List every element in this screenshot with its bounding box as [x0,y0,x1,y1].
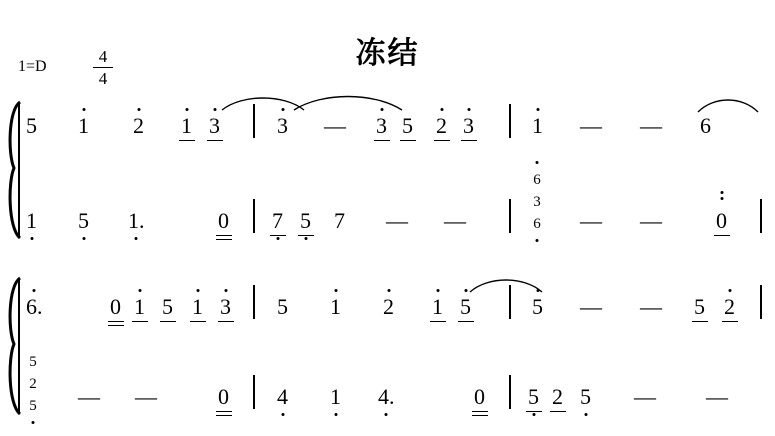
duration-underline [461,140,477,141]
note-value: 1 [330,294,341,319]
rest [218,210,229,232]
note-value: 5 [29,354,37,370]
note-value: 2 [133,113,144,138]
note-value: 5 [528,384,539,409]
note [528,386,539,408]
prolong-dash: — [324,113,346,138]
octave-up-dot [224,289,227,292]
note [463,115,474,137]
duration-underline [458,321,474,322]
time-signature-divider [93,67,113,68]
duration-underline [526,411,542,412]
note [133,115,144,137]
note [272,210,283,232]
note [532,296,543,318]
note-value: 2 [29,376,37,392]
octave-up-dot [536,161,539,164]
duration-underline [692,321,708,322]
note [192,296,203,318]
note-value: 5 [402,113,413,138]
note-value: 5 [532,294,543,319]
note-value: 1 [181,113,192,138]
prolong-dash: — [444,208,466,233]
note [330,296,341,318]
note [209,115,220,137]
octave-up-dot [720,197,723,200]
octave-up-dot [213,108,216,111]
time-signature-denominator: 4 [98,69,108,88]
slur [468,276,544,294]
note-value: 3 [463,113,474,138]
note [78,115,89,137]
note-value: 0 [474,384,485,409]
chord-stack [24,350,42,416]
note [26,296,43,318]
prolong-dash: — [640,208,662,233]
note-value: 2 [552,384,563,409]
octave-up-dot [536,108,539,111]
rest [110,296,121,318]
rest [716,210,727,232]
note [694,296,705,318]
barline [760,199,762,233]
note-value: 6. [26,294,43,319]
barline [253,375,255,409]
duration-underline [270,235,286,236]
note [580,386,591,408]
note [532,115,543,137]
time-signature [90,48,116,87]
duration-underline [472,411,488,412]
note-value: 1 [532,113,543,138]
note-value: 5 [300,208,311,233]
octave-up-dot [185,108,188,111]
duration-underline [216,415,232,416]
note-value: 5 [78,208,89,233]
note-value: 2 [436,113,447,138]
octave-up-dot [82,108,85,111]
note-value: 6 [533,216,541,232]
octave-up-dot [728,289,731,292]
note-value: 1 [330,384,341,409]
note [128,210,145,232]
duration-underline [207,140,223,141]
prolong-dash: — [135,384,157,409]
note-value: 7 [334,208,345,233]
duration-underline [714,235,730,236]
duration-underline [298,235,314,236]
note-value: 7 [272,208,283,233]
note-value: 2 [724,294,735,319]
octave-down-dot [536,239,539,242]
note [26,115,37,137]
barline [509,199,511,233]
octave-up-dot [436,289,439,292]
octave-up-dot [720,191,723,194]
note [378,386,395,408]
prolong-dash: — [640,294,662,319]
note [334,210,345,232]
note-value: 4 [277,384,288,409]
barline [253,285,255,319]
octave-up-dot [334,289,337,292]
duration-underline [218,321,234,322]
octave-down-dot [30,237,33,240]
octave-down-dot [532,413,535,416]
barline [509,285,511,319]
octave-up-dot [464,289,467,292]
duration-underline [400,140,416,141]
note-value: 5 [694,294,705,319]
duration-underline [216,411,232,412]
octave-up-dot [33,289,36,292]
barline [509,375,511,409]
note-value: 3 [209,113,220,138]
note-value: 1 [134,294,145,319]
note-value: 6 [533,172,541,188]
octave-up-dot [281,108,284,111]
octave-down-dot [385,413,388,416]
note-value: 1 [78,113,89,138]
note-value: 1. [128,208,145,233]
rest [474,386,485,408]
note-value: 3 [533,194,541,210]
duration-underline [434,140,450,141]
note-value: 5 [29,398,37,414]
slur [292,92,404,112]
octave-up-dot [467,108,470,111]
note-value: 1 [432,294,443,319]
note [436,115,447,137]
note-value: 5 [460,294,471,319]
note [330,386,341,408]
duration-underline [108,325,124,326]
note-value: 0 [218,384,229,409]
note [552,386,563,408]
note-value: 4. [378,384,395,409]
duration-underline [132,321,148,322]
note-value: 1 [26,208,37,233]
duration-underline [374,140,390,141]
prolong-dash: — [580,208,602,233]
prolong-dash: — [580,113,602,138]
note [26,210,37,232]
note [162,296,173,318]
prolong-dash: — [706,384,728,409]
note-value: 0 [716,208,727,233]
note [376,115,387,137]
note [383,296,394,318]
duration-underline [216,235,232,236]
note-value: 5 [162,294,173,319]
note [402,115,413,137]
note-value: 5 [26,113,37,138]
octave-up-dot [536,289,539,292]
duration-underline [216,239,232,240]
note [277,386,288,408]
note [78,210,89,232]
duration-underline [472,415,488,416]
octave-down-dot [276,237,279,240]
note [724,296,735,318]
note [300,210,311,232]
octave-down-dot [584,413,587,416]
note [432,296,443,318]
note [220,296,231,318]
duration-underline [550,411,566,412]
prolong-dash: — [634,384,656,409]
rest [218,386,229,408]
note-value: 6 [700,113,711,138]
duration-underline [179,140,195,141]
octave-up-dot [387,289,390,292]
note [181,115,192,137]
prolong-dash: — [78,384,100,409]
barline [253,199,255,233]
system-brace-2 [4,276,26,416]
chord-stack [528,168,546,234]
octave-up-dot [138,289,141,292]
octave-up-dot [196,289,199,292]
slur [696,96,760,114]
note [277,115,288,137]
note [460,296,471,318]
octave-down-dot [82,237,85,240]
note-value: 3 [220,294,231,319]
barline [760,285,762,319]
page-title: 冻结 [355,37,420,70]
prolong-dash: — [386,208,408,233]
key-signature: 1=D [18,58,47,75]
note-value: 2 [383,294,394,319]
time-signature-numerator: 4 [98,47,108,66]
note [277,296,288,318]
duration-underline [190,321,206,322]
prolong-dash: — [580,294,602,319]
octave-down-dot [281,413,284,416]
duration-underline [160,321,176,322]
note-value: 3 [376,113,387,138]
octave-up-dot [380,108,383,111]
note [134,296,145,318]
note-value: 0 [110,294,121,319]
octave-down-dot [304,237,307,240]
prolong-dash: — [640,113,662,138]
system-brace-1 [4,100,26,240]
note-value: 5 [580,384,591,409]
octave-up-dot [137,108,140,111]
octave-down-dot [32,421,35,424]
note-value: 1 [192,294,203,319]
octave-up-dot [440,108,443,111]
barline [509,104,511,138]
note-value: 5 [277,294,288,319]
octave-down-dot [135,237,138,240]
note-value: 3 [277,113,288,138]
duration-underline [108,321,124,322]
octave-down-dot [334,413,337,416]
note-value: 0 [218,208,229,233]
duration-underline [722,321,738,322]
note [700,115,711,137]
duration-underline [430,321,446,322]
